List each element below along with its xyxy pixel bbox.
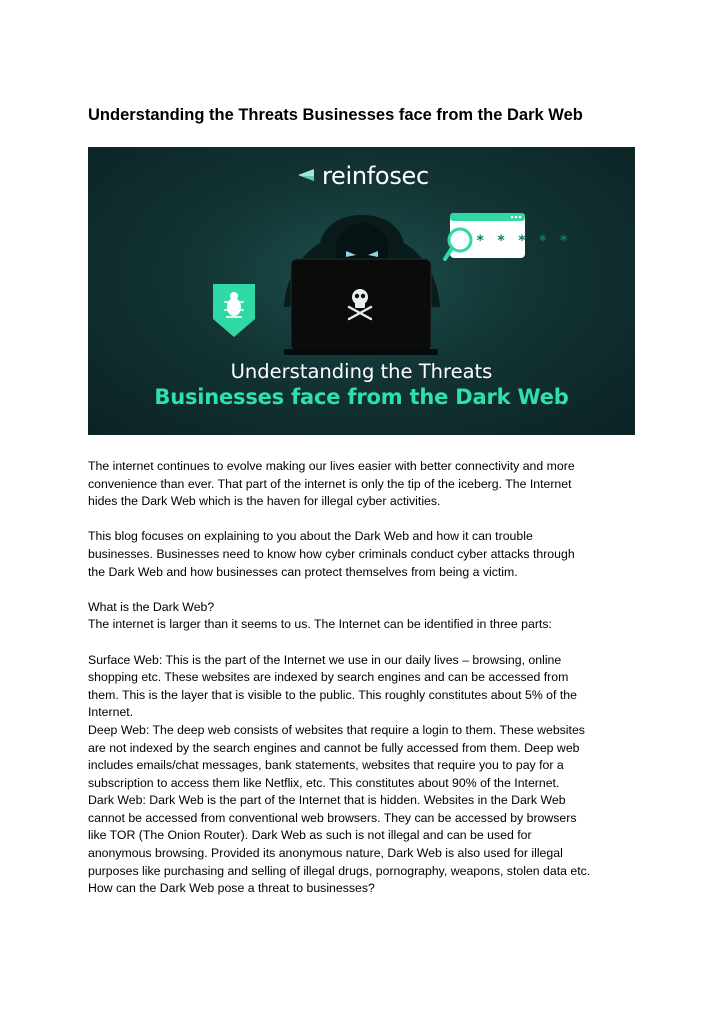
text-line: includes emails/chat messages, bank statements, websites that require you to pay for a — [88, 758, 564, 773]
hero-headline-line2: Businesses face from the Dark Web — [154, 385, 569, 409]
bug-shield-icon — [213, 284, 255, 337]
article-body — [88, 458, 638, 898]
hero-banner-image — [88, 147, 635, 435]
section-heading: How can the Dark Web pose a threat to businesses? — [88, 881, 375, 896]
text-line: Deep Web: The deep web consists of websites that require a login to them. These websites — [88, 722, 585, 737]
text-line: anonymous browsing. Provided its anonymous nature, Dark Web is also used for illegal — [88, 846, 563, 861]
brand-logo — [298, 161, 429, 191]
section-heading: What is the Dark Web? — [88, 599, 215, 614]
text-line: are not indexed by the search engines and cannot be fully accessed from them. Deep web — [88, 740, 580, 755]
text-line: convenience than ever. That part of the internet is only the tip of the iceberg. The Internet — [88, 476, 572, 491]
paragraph-gap — [88, 511, 638, 529]
text-line: businesses. Businesses need to know how cyber criminals conduct cyber attacks through — [88, 546, 575, 561]
text-line: Internet. — [88, 705, 134, 720]
logo-text: reinfosec — [322, 162, 429, 190]
text-line: This blog focuses on explaining to you about the Dark Web and how it can trouble — [88, 529, 533, 544]
password-mask: * * * * * — [476, 233, 570, 249]
paragraph-gap — [88, 634, 638, 652]
text-line: The internet is larger than it seems to us. The Internet can be identified in three parts: — [88, 617, 552, 632]
text-line: cannot be accessed from conventional web browsers. They can be accessed by browsers — [88, 810, 577, 825]
text-line: the Dark Web and how businesses can protect themselves from being a victim. — [88, 564, 518, 579]
text-line: shopping etc. These websites are indexed by search engines and can be accessed from — [88, 670, 569, 685]
text-line: them. This is the layer that is visible to the public. This roughly constitutes about 5% of the — [88, 687, 577, 702]
text-line: Surface Web: This is the part of the Internet we use in our daily lives – browsing, online — [88, 652, 562, 667]
paragraph-gap — [88, 581, 638, 599]
text-line: hides the Dark Web which is the haven for illegal cyber activities. — [88, 494, 441, 509]
text-line: purposes like purchasing and selling of illegal drugs, pornography, weapons, stolen data etc. — [88, 863, 591, 878]
hero-headline-line1: Understanding the Threats — [230, 360, 493, 383]
text-line: Dark Web: Dark Web is the part of the Internet that is hidden. Websites in the Dark Web — [88, 793, 566, 808]
text-line: like TOR (The Onion Router). Dark Web as such is not illegal and can be used for — [88, 828, 532, 843]
text-line: subscription to access them like Netflix, etc. This constitutes about 90% of the Internet. — [88, 775, 560, 790]
page-title: Understanding the Threats Businesses face from the Dark Web — [88, 106, 583, 124]
text-line: The internet continues to evolve making our lives easier with better connectivity and more — [88, 459, 575, 473]
